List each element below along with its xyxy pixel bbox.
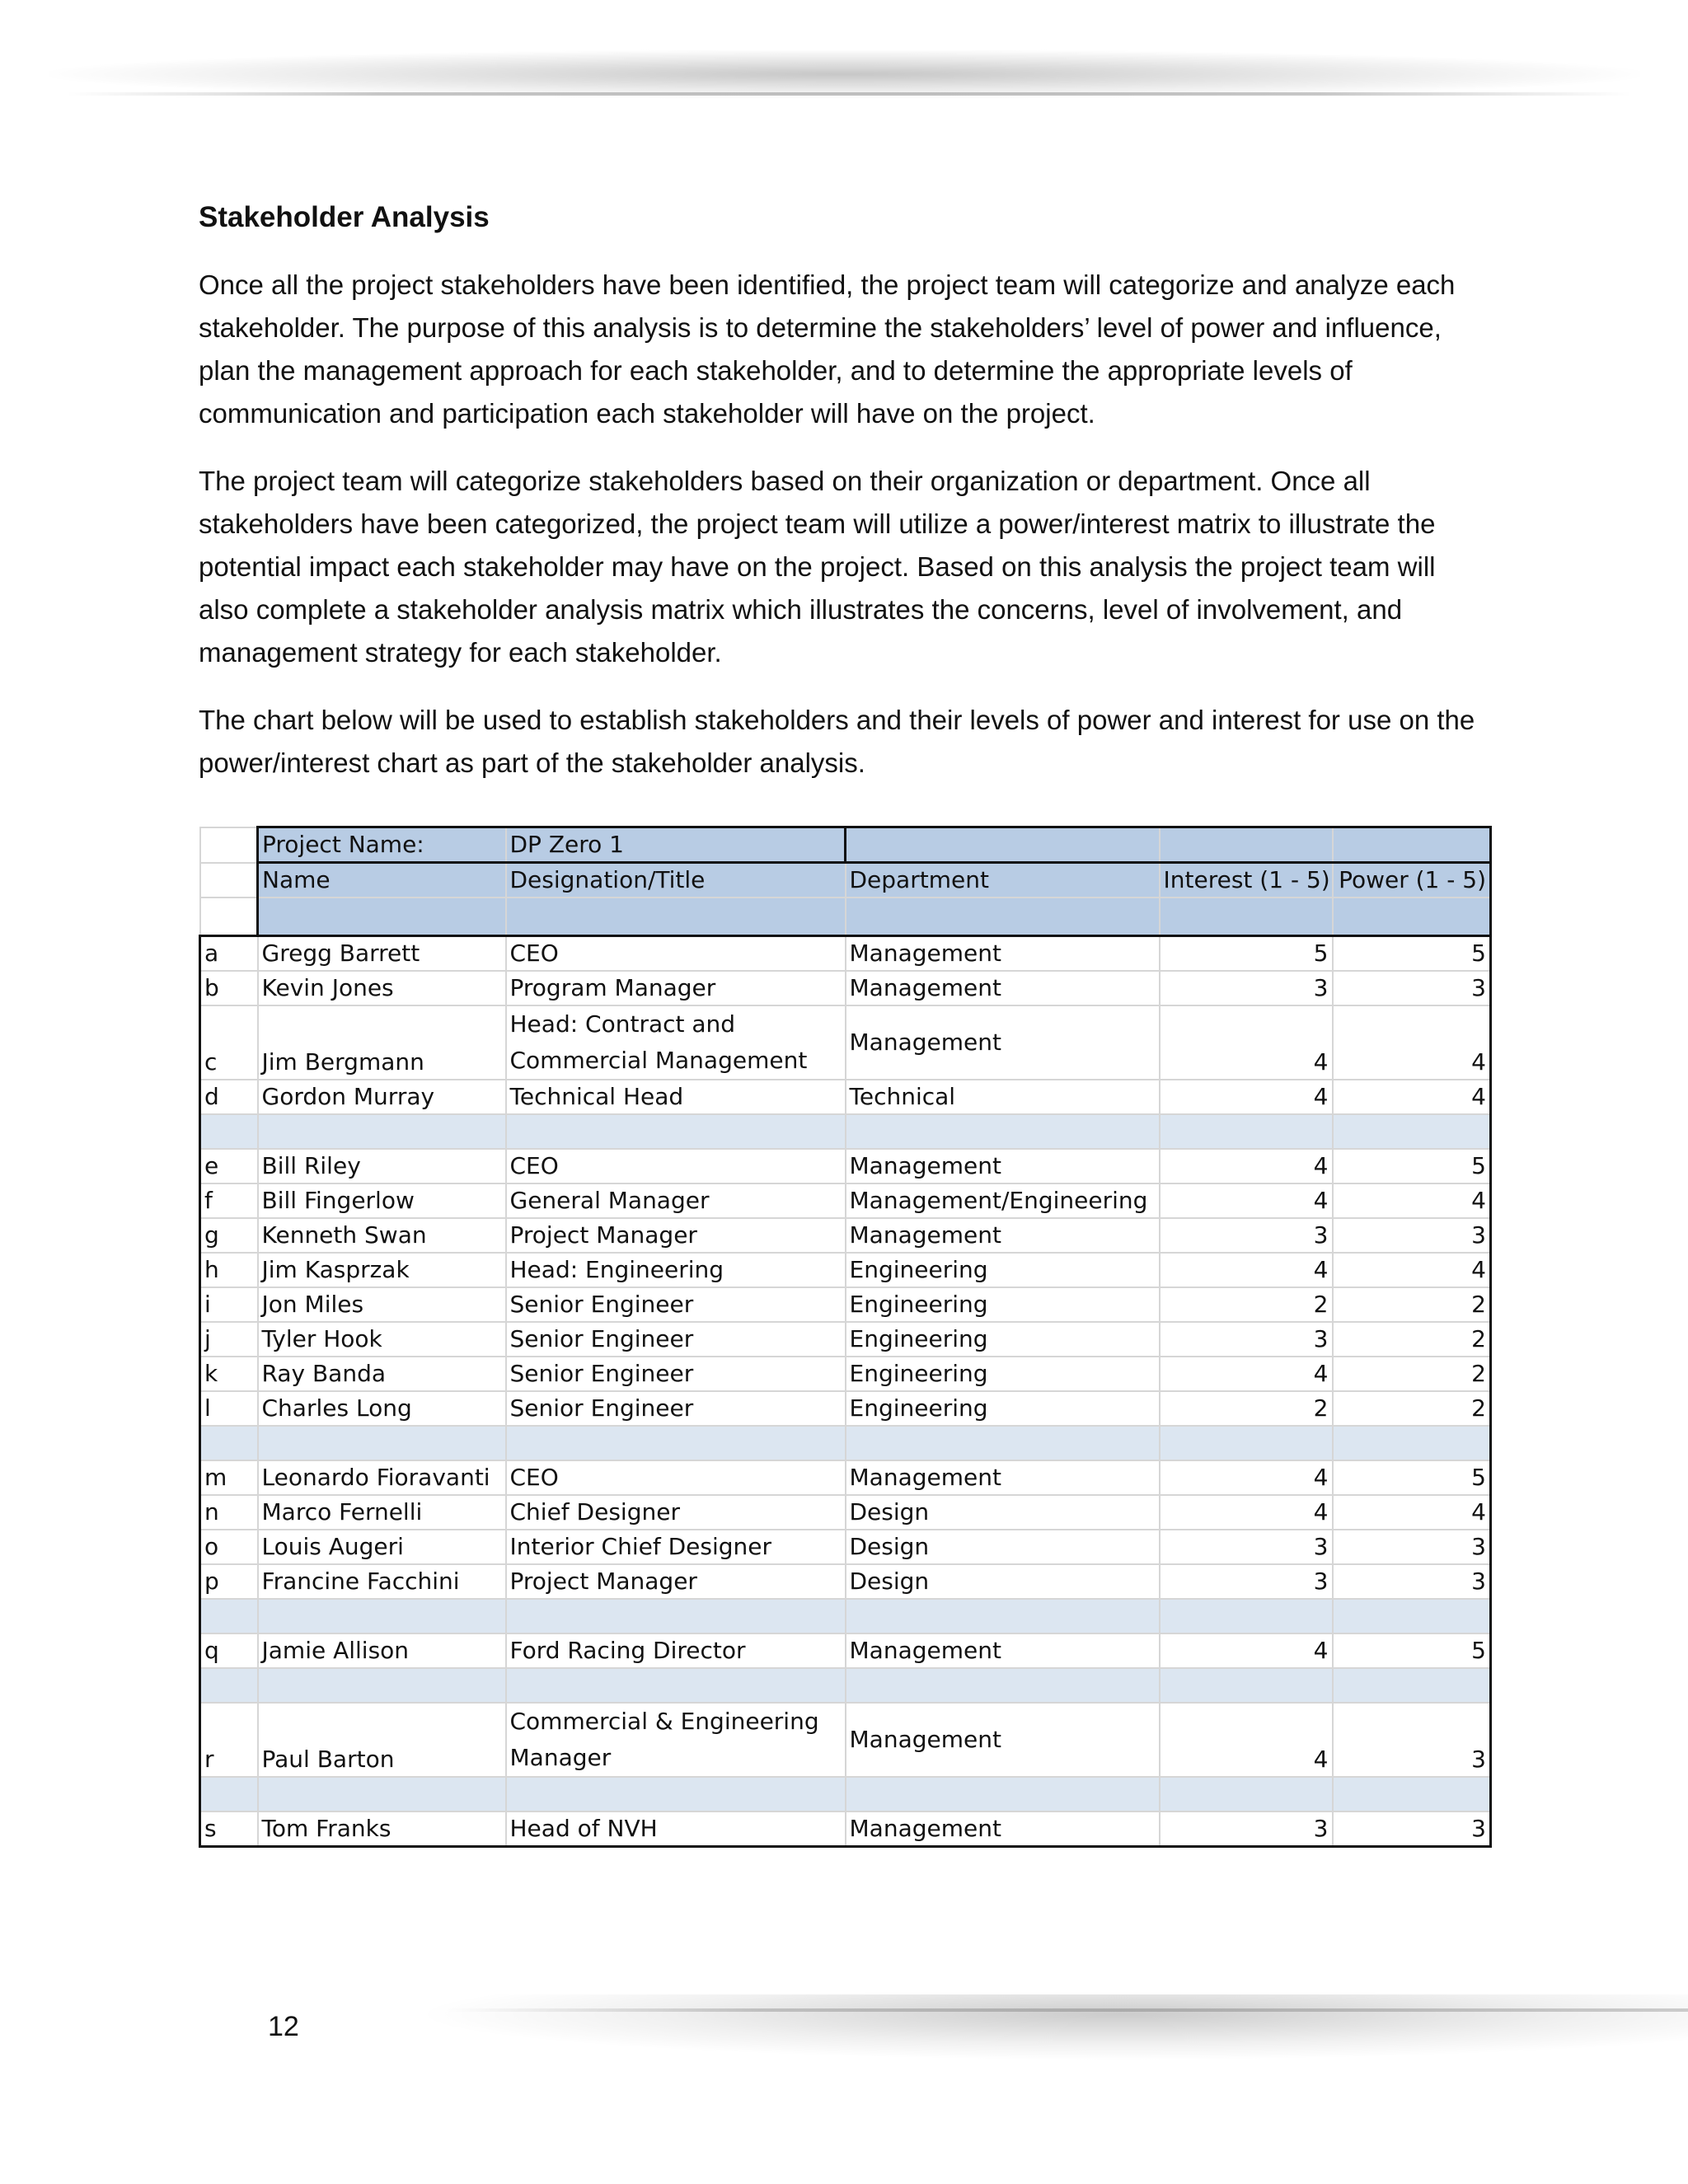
- stakeholder-name: Charles Long: [258, 1391, 506, 1426]
- interest-value: 4: [1160, 1080, 1333, 1114]
- power-value: 3: [1333, 1530, 1491, 1564]
- power-value: 4: [1333, 1080, 1491, 1114]
- paragraph-1: Once all the project stakeholders have been identified, the project team will categorize and analyze each stakeholder. The purpose of this analysis is to determine the stakeholders’ level of power and influence, plan the management approach for each stakeholder, and to determine the appropriate levels of communication and participation each stakeholder will have on the project.: [199, 269, 1456, 429]
- power-value: 4: [1333, 1005, 1491, 1080]
- stakeholder-row: [200, 1080, 1491, 1114]
- project-name: DP Zero 1: [506, 827, 846, 863]
- power-value: 4: [1333, 1495, 1491, 1530]
- stakeholder-department: Engineering: [846, 1391, 1160, 1426]
- header-letter-blank: [200, 898, 258, 936]
- stakeholder-title: CEO: [506, 1460, 846, 1495]
- project-blank: [1160, 827, 1333, 863]
- paragraph-2: The project team will categorize stakeholders based on their organization or department. Once all stakeholders have been categorized, the project team will utilize a power/interest matrix to illustrate the potential impact each stakeholder may have on the project. Based on this analysis the project team will also complete a stakeholder analysis matrix which illustrates the concerns, level of involvement, and management strategy for each stakeholder.: [199, 466, 1436, 668]
- stakeholder-name: Jon Miles: [258, 1287, 506, 1322]
- interest-value: 3: [1160, 1218, 1333, 1253]
- spacer-cell: [506, 1426, 846, 1460]
- row-letter: l: [200, 1391, 258, 1426]
- spacer-cell: [200, 1777, 258, 1811]
- stakeholder-title: General Manager: [506, 1183, 846, 1218]
- spacer-cell: [1333, 1777, 1491, 1811]
- header-name: Name: [258, 863, 506, 898]
- spacer-cell: [200, 1599, 258, 1633]
- stakeholder-department: Technical: [846, 1080, 1160, 1114]
- spacer-cell: [506, 1777, 846, 1811]
- stakeholder-name: Tom Franks: [258, 1811, 506, 1847]
- bottom-page-edge: [445, 2008, 1688, 2012]
- stakeholder-name: Kenneth Swan: [258, 1218, 506, 1253]
- spacer-cell: [1333, 1668, 1491, 1703]
- stakeholder-row: [200, 1530, 1491, 1564]
- power-value: 4: [1333, 1253, 1491, 1287]
- stakeholder-row: [200, 1811, 1491, 1847]
- spacer-cell: [258, 1668, 506, 1703]
- spacer-cell: [846, 1668, 1160, 1703]
- stakeholder-row: [200, 1253, 1491, 1287]
- header-gap: [1160, 898, 1333, 936]
- stakeholder-row: [200, 1322, 1491, 1357]
- header-letter-blank: [200, 827, 258, 863]
- power-value: 2: [1333, 1357, 1491, 1391]
- stakeholder-row: [200, 1357, 1491, 1391]
- stakeholder-row: [200, 1005, 1491, 1080]
- spacer-cell: [200, 1426, 258, 1460]
- stakeholder-title: Ford Racing Director: [506, 1633, 846, 1668]
- stakeholder-name: Marco Fernelli: [258, 1495, 506, 1530]
- spacer-cell: [846, 1777, 1160, 1811]
- spacer-cell: [506, 1114, 846, 1149]
- stakeholder-department: Management: [846, 1703, 1160, 1777]
- spacer-cell: [1333, 1599, 1491, 1633]
- project-row: [200, 827, 1491, 863]
- power-value: 3: [1333, 1218, 1491, 1253]
- stakeholder-title: Program Manager: [506, 971, 846, 1005]
- header-gap: [1333, 898, 1491, 936]
- header-gap: [846, 898, 1160, 936]
- stakeholder-name: Jim Bergmann: [258, 1005, 506, 1080]
- stakeholder-name: Kevin Jones: [258, 971, 506, 1005]
- stakeholder-name: Gregg Barrett: [258, 936, 506, 972]
- stakeholder-name: Jim Kasprzak: [258, 1253, 506, 1287]
- stakeholder-title: CEO: [506, 1149, 846, 1183]
- stakeholder-title: Senior Engineer: [506, 1357, 846, 1391]
- group-spacer-row: [200, 1777, 1491, 1811]
- stakeholder-row: [200, 1218, 1491, 1253]
- stakeholder-department: Management/Engineering: [846, 1183, 1160, 1218]
- spacer-cell: [1333, 1426, 1491, 1460]
- top-page-edge: [66, 92, 1632, 96]
- stakeholder-department: Design: [846, 1564, 1160, 1599]
- power-value: 5: [1333, 1149, 1491, 1183]
- stakeholder-department: Design: [846, 1530, 1160, 1564]
- stakeholder-name: Bill Fingerlow: [258, 1183, 506, 1218]
- row-letter: s: [200, 1811, 258, 1847]
- interest-value: 2: [1160, 1287, 1333, 1322]
- stakeholder-department: Management: [846, 1005, 1160, 1080]
- spacer-cell: [1160, 1668, 1333, 1703]
- paragraph-3: The chart below will be used to establish stakeholders and their levels of power and interest for use on the power/interest chart as part of the stakeholder analysis.: [199, 705, 1475, 778]
- stakeholder-title: Commercial & Engineering Manager: [506, 1703, 846, 1777]
- spacer-cell: [1160, 1426, 1333, 1460]
- group-spacer-row: [200, 1668, 1491, 1703]
- stakeholder-row: [200, 1287, 1491, 1322]
- stakeholder-department: Engineering: [846, 1322, 1160, 1357]
- power-value: 2: [1333, 1391, 1491, 1426]
- stakeholder-title: Head of NVH: [506, 1811, 846, 1847]
- interest-value: 5: [1160, 936, 1333, 972]
- project-label: Project Name:: [258, 827, 506, 863]
- stakeholder-title: Chief Designer: [506, 1495, 846, 1530]
- stakeholder-name: Francine Facchini: [258, 1564, 506, 1599]
- stakeholder-row: [200, 1391, 1491, 1426]
- row-letter: j: [200, 1322, 258, 1357]
- stakeholder-title: Project Manager: [506, 1564, 846, 1599]
- header-gap: [258, 898, 506, 936]
- row-letter: a: [200, 936, 258, 972]
- spacer-cell: [200, 1114, 258, 1149]
- header-letter-blank: [200, 863, 258, 898]
- interest-value: 4: [1160, 1633, 1333, 1668]
- interest-value: 3: [1160, 971, 1333, 1005]
- spacer-cell: [258, 1599, 506, 1633]
- stakeholder-department: Management: [846, 1149, 1160, 1183]
- power-value: 3: [1333, 1811, 1491, 1847]
- interest-value: 4: [1160, 1495, 1333, 1530]
- section-heading: Stakeholder Analysis: [199, 201, 490, 233]
- stakeholder-row: [200, 1703, 1491, 1777]
- stakeholder-department: Design: [846, 1495, 1160, 1530]
- stakeholder-department: Management: [846, 1218, 1160, 1253]
- header-gap-row: [200, 898, 1491, 936]
- spacer-cell: [846, 1426, 1160, 1460]
- spacer-cell: [846, 1114, 1160, 1149]
- spacer-cell: [1160, 1114, 1333, 1149]
- stakeholder-title: Senior Engineer: [506, 1322, 846, 1357]
- row-letter: f: [200, 1183, 258, 1218]
- interest-value: 4: [1160, 1703, 1333, 1777]
- header-designation: Designation/Title: [506, 863, 846, 898]
- page-number: 12: [268, 2011, 299, 2042]
- row-letter: e: [200, 1149, 258, 1183]
- stakeholder-row: [200, 1149, 1491, 1183]
- stakeholder-name: Bill Riley: [258, 1149, 506, 1183]
- stakeholder-title: Senior Engineer: [506, 1287, 846, 1322]
- spacer-cell: [1333, 1114, 1491, 1149]
- row-letter: r: [200, 1703, 258, 1777]
- interest-value: 2: [1160, 1391, 1333, 1426]
- spacer-cell: [258, 1426, 506, 1460]
- header-department: Department: [846, 863, 1160, 898]
- row-letter: b: [200, 971, 258, 1005]
- spacer-cell: [1160, 1777, 1333, 1811]
- row-letter: i: [200, 1287, 258, 1322]
- stakeholder-row: [200, 936, 1491, 972]
- row-letter: m: [200, 1460, 258, 1495]
- stakeholder-name: Ray Banda: [258, 1357, 506, 1391]
- power-value: 3: [1333, 1564, 1491, 1599]
- row-letter: g: [200, 1218, 258, 1253]
- spacer-cell: [1160, 1599, 1333, 1633]
- stakeholder-name: Louis Augeri: [258, 1530, 506, 1564]
- interest-value: 3: [1160, 1811, 1333, 1847]
- stakeholder-department: Engineering: [846, 1357, 1160, 1391]
- row-letter: q: [200, 1633, 258, 1668]
- stakeholder-row: [200, 971, 1491, 1005]
- column-header-row: [200, 863, 1491, 898]
- interest-value: 4: [1160, 1005, 1333, 1080]
- stakeholder-department: Management: [846, 971, 1160, 1005]
- header-power: Power (1 - 5): [1333, 863, 1491, 898]
- power-value: 5: [1333, 1633, 1491, 1668]
- project-blank: [846, 827, 1160, 863]
- header-gap: [506, 898, 846, 936]
- spacer-cell: [200, 1668, 258, 1703]
- row-letter: o: [200, 1530, 258, 1564]
- interest-value: 3: [1160, 1322, 1333, 1357]
- spacer-cell: [506, 1668, 846, 1703]
- header-interest: Interest (1 - 5): [1160, 863, 1333, 898]
- stakeholder-name: Leonardo Fioravanti: [258, 1460, 506, 1495]
- interest-value: 4: [1160, 1253, 1333, 1287]
- group-spacer-row: [200, 1114, 1491, 1149]
- power-value: 3: [1333, 1703, 1491, 1777]
- stakeholder-title: Interior Chief Designer: [506, 1530, 846, 1564]
- interest-value: 3: [1160, 1564, 1333, 1599]
- stakeholder-department: Management: [846, 936, 1160, 972]
- row-letter: k: [200, 1357, 258, 1391]
- stakeholder-title: Head: Engineering: [506, 1253, 846, 1287]
- stakeholder-row: [200, 1183, 1491, 1218]
- power-value: 2: [1333, 1287, 1491, 1322]
- spacer-cell: [506, 1599, 846, 1633]
- power-value: 5: [1333, 1460, 1491, 1495]
- stakeholder-row: [200, 1564, 1491, 1599]
- stakeholder-title: Head: Contract and Commercial Management: [506, 1005, 846, 1080]
- row-letter: h: [200, 1253, 258, 1287]
- stakeholder-name: Tyler Hook: [258, 1322, 506, 1357]
- top-page-shadow: [49, 49, 1640, 99]
- stakeholder-row: [200, 1460, 1491, 1495]
- group-spacer-row: [200, 1599, 1491, 1633]
- group-spacer-row: [200, 1426, 1491, 1460]
- stakeholder-row: [200, 1495, 1491, 1530]
- interest-value: 4: [1160, 1183, 1333, 1218]
- stakeholder-title: Technical Head: [506, 1080, 846, 1114]
- spacer-cell: [846, 1599, 1160, 1633]
- stakeholder-department: Management: [846, 1633, 1160, 1668]
- stakeholder-department: Management: [846, 1460, 1160, 1495]
- interest-value: 3: [1160, 1530, 1333, 1564]
- interest-value: 4: [1160, 1149, 1333, 1183]
- stakeholder-row: [200, 1633, 1491, 1668]
- stakeholder-department: Engineering: [846, 1253, 1160, 1287]
- power-value: 5: [1333, 936, 1491, 972]
- row-letter: p: [200, 1564, 258, 1599]
- stakeholder-name: Paul Barton: [258, 1703, 506, 1777]
- stakeholder-name: Jamie Allison: [258, 1633, 506, 1668]
- stakeholder-title: Project Manager: [506, 1218, 846, 1253]
- spacer-cell: [258, 1777, 506, 1811]
- row-letter: d: [200, 1080, 258, 1114]
- power-value: 2: [1333, 1322, 1491, 1357]
- project-blank: [1333, 827, 1491, 863]
- stakeholder-title: CEO: [506, 936, 846, 972]
- stakeholder-department: Management: [846, 1811, 1160, 1847]
- stakeholder-title: Senior Engineer: [506, 1391, 846, 1426]
- spacer-cell: [258, 1114, 506, 1149]
- document-body: [199, 198, 1493, 809]
- stakeholder-name: Gordon Murray: [258, 1080, 506, 1114]
- row-letter: n: [200, 1495, 258, 1530]
- interest-value: 4: [1160, 1460, 1333, 1495]
- bottom-page-shadow: [412, 1994, 1688, 2060]
- power-value: 4: [1333, 1183, 1491, 1218]
- row-letter: c: [200, 1005, 258, 1080]
- stakeholder-table: [199, 826, 1492, 1848]
- stakeholder-department: Engineering: [846, 1287, 1160, 1322]
- power-value: 3: [1333, 971, 1491, 1005]
- interest-value: 4: [1160, 1357, 1333, 1391]
